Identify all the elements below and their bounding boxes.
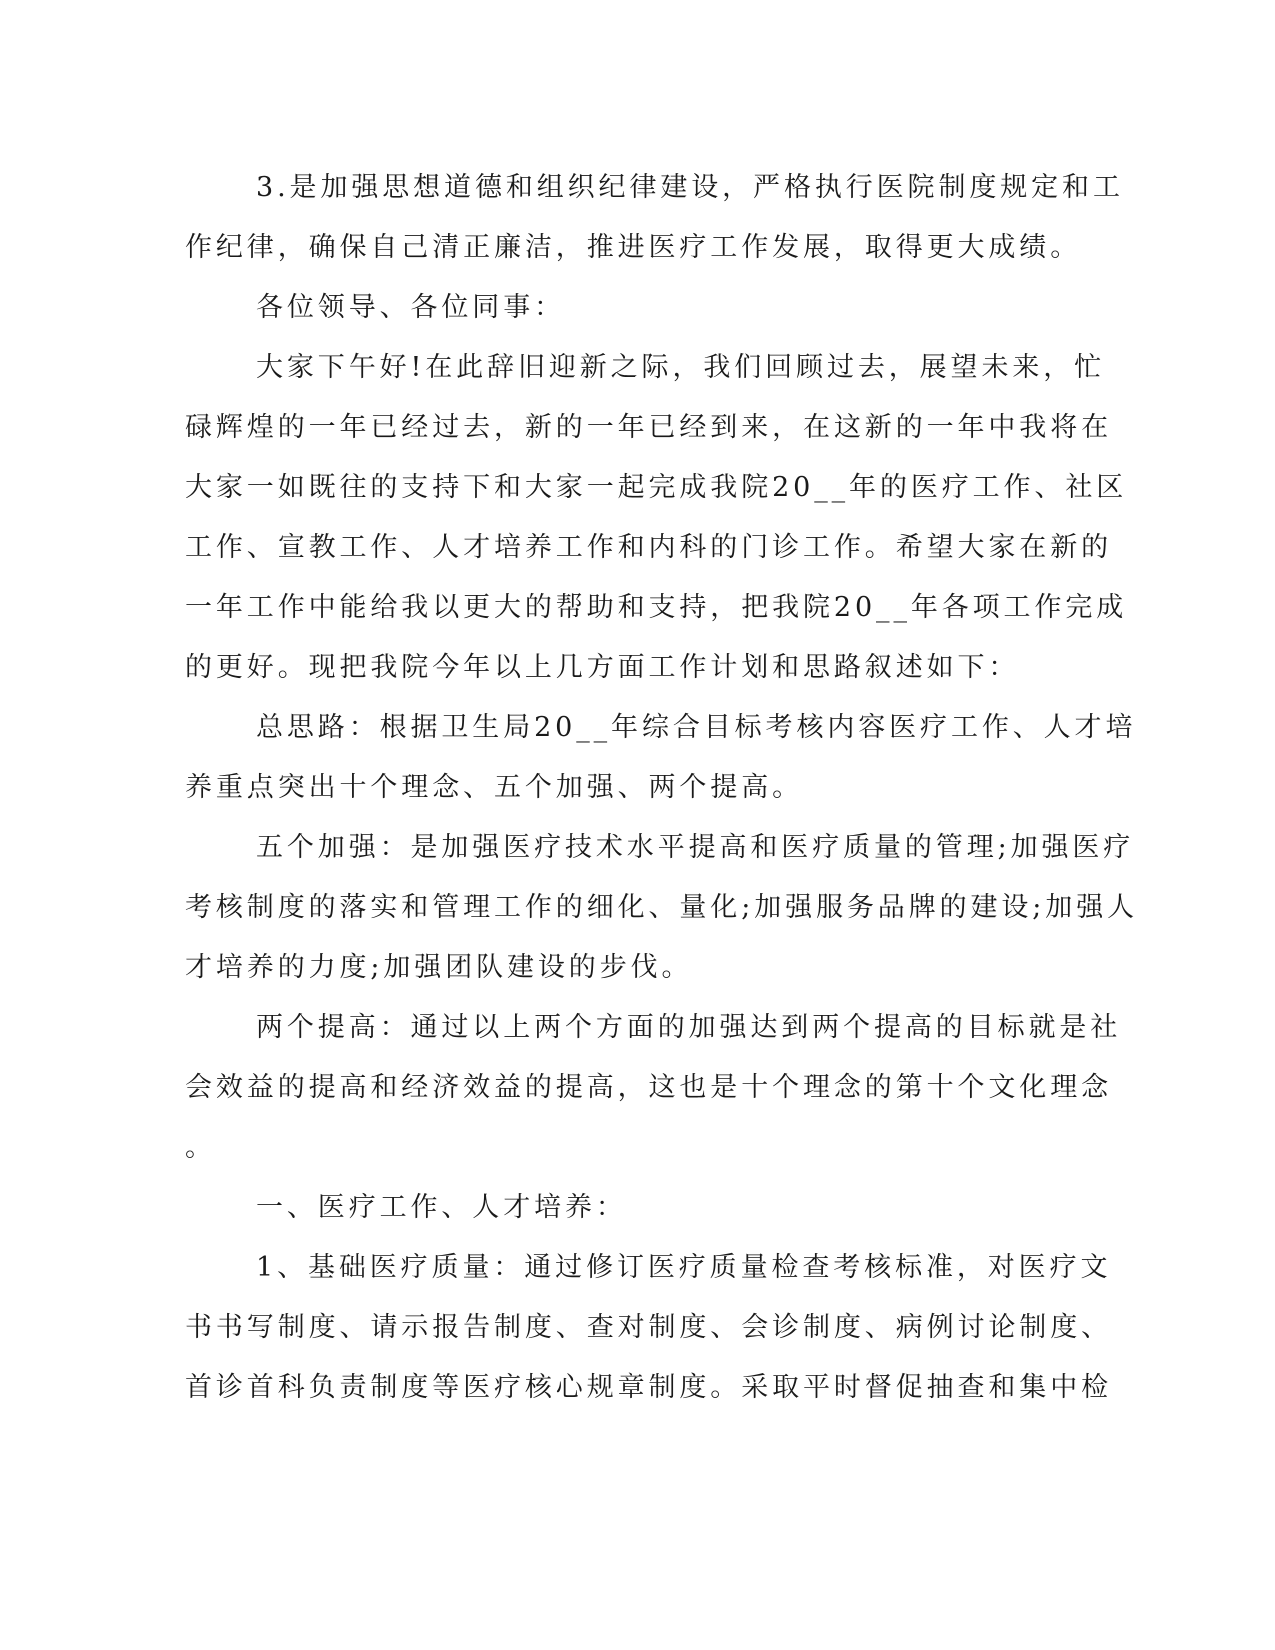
paragraph-line: 碌辉煌的一年已经过去，新的一年已经到来，在这新的一年中我将在 <box>185 412 1112 443</box>
paragraph-line: 总思路：根据卫生局20__年综合目标考核内容医疗工作、人才培 <box>256 712 1137 743</box>
paragraph-line: 工作、宣教工作、人才培养工作和内科的门诊工作。希望大家在新的 <box>185 532 1112 563</box>
paragraph-line: 首诊首科负责制度等医疗核心规章制度。采取平时督促抽查和集中检 <box>185 1372 1112 1403</box>
paragraph-line: 才培养的力度;加强团队建设的步伐。 <box>185 952 693 983</box>
paragraph-line: 两个提高：通过以上两个方面的加强达到两个提高的目标就是社 <box>256 1012 1122 1043</box>
paragraph-line: 1、基础医疗质量：通过修订医疗质量检查考核标准，对医疗文 <box>256 1252 1112 1283</box>
paragraph-line: 一年工作中能给我以更大的帮助和支持，把我院20__年各项工作完成 <box>185 592 1128 623</box>
document-body <box>185 158 1138 1418</box>
paragraph-line: 五个加强：是加强医疗技术水平提高和医疗质量的管理;加强医疗 <box>256 832 1135 863</box>
paragraph-line: 3.是加强思想道德和组织纪律建设，严格执行医院制度规定和工 <box>256 172 1124 203</box>
paragraph-line: 书书写制度、请示报告制度、查对制度、会诊制度、病例讨论制度、 <box>185 1312 1112 1343</box>
paragraph-line: 考核制度的落实和管理工作的细化、量化;加强服务品牌的建设;加强人 <box>185 892 1138 923</box>
section-heading: 一、医疗工作、人才培养： <box>256 1192 627 1223</box>
paragraph-line: 大家一如既往的支持下和大家一起完成我院20__年的医疗工作、社区 <box>185 472 1128 503</box>
paragraph-line: 养重点突出十个理念、五个加强、两个提高。 <box>185 772 803 803</box>
paragraph-line: 大家下午好!在此辞旧迎新之际，我们回顾过去，展望未来，忙 <box>256 352 1106 383</box>
greeting-line: 各位领导、各位同事： <box>256 292 565 323</box>
paragraph-line: 的更好。现把我院今年以上几方面工作计划和思路叙述如下： <box>185 652 1020 683</box>
paragraph-line: 。 <box>185 1132 216 1163</box>
paragraph-line: 作纪律，确保自己清正廉洁，推进医疗工作发展，取得更大成绩。 <box>185 232 1082 263</box>
paragraph-line: 会效益的提高和经济效益的提高，这也是十个理念的第十个文化理念 <box>185 1072 1112 1103</box>
